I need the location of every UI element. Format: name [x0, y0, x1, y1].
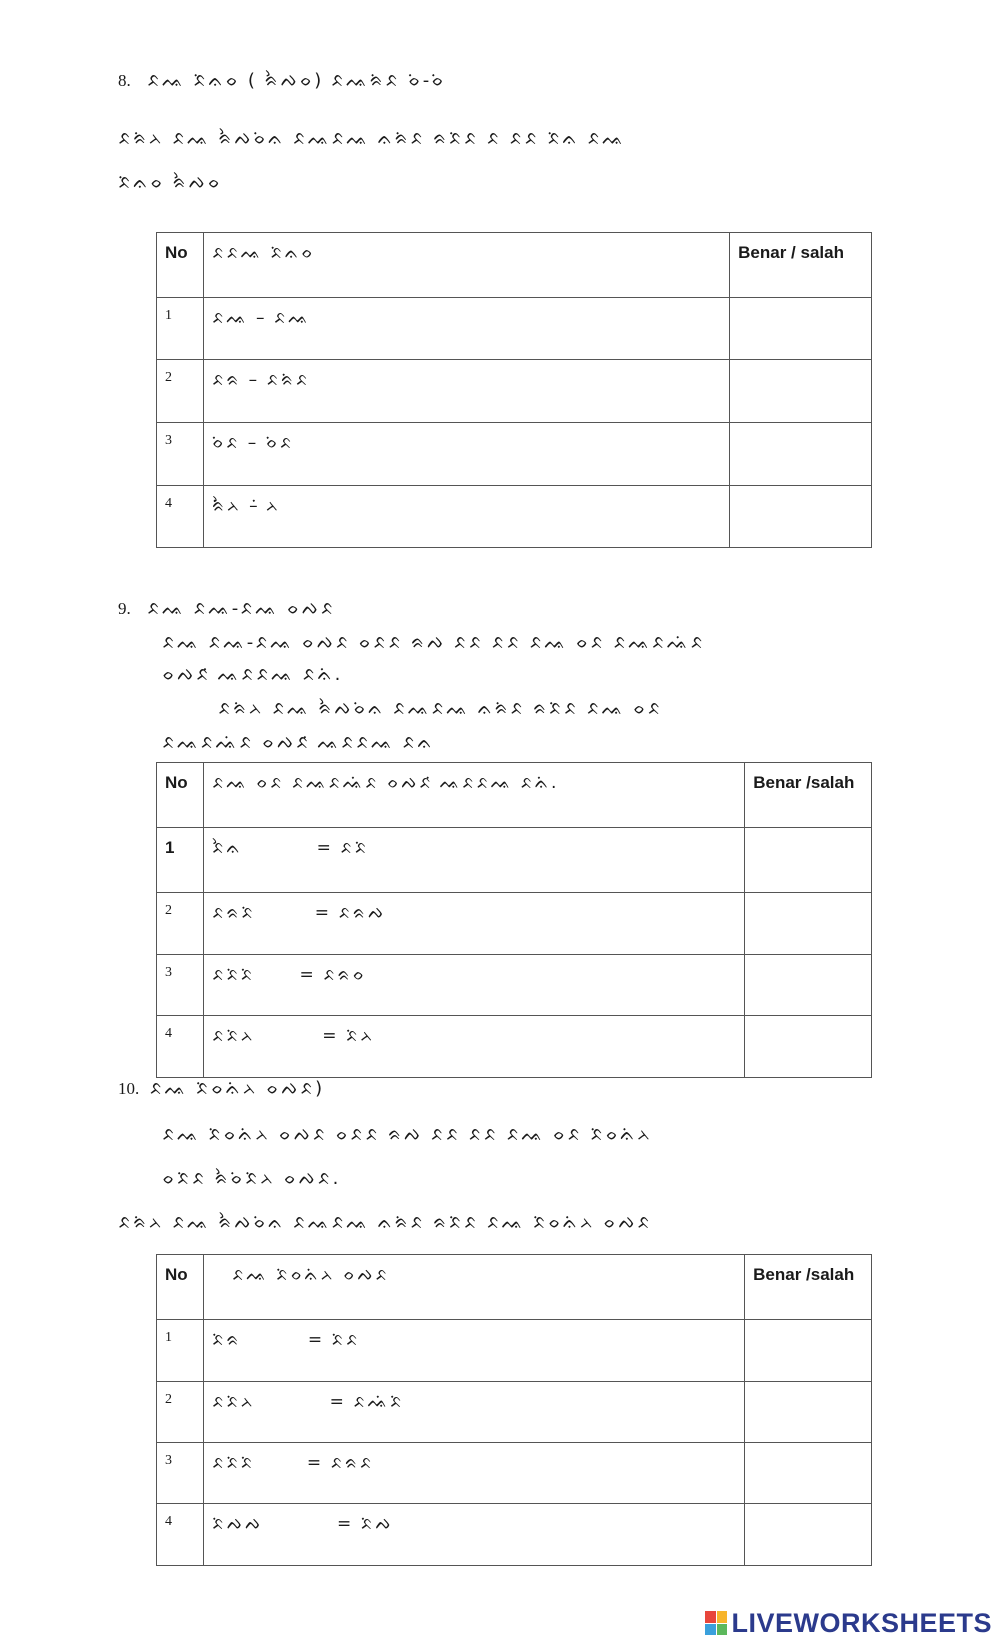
answer-cell[interactable] [745, 1382, 872, 1443]
table-row [157, 423, 872, 486]
row-item: ᨅᨅᨗᨅᨗ = ᨅᨑᨔ [203, 955, 744, 1016]
table-header-row [157, 233, 872, 298]
section9-title: ᨅᨕ ᨅᨕ-ᨅᨕ ᨔᨄᨅ [147, 598, 336, 619]
row-number: 3 [157, 423, 204, 486]
section10-number: 10. [118, 1079, 140, 1098]
table-row [157, 486, 872, 548]
row-number: 4 [157, 486, 204, 548]
row-item: ᨅᨛᨊ = ᨅᨅᨗ [203, 828, 744, 893]
row-item: ᨅᨅᨗᨅᨗ = ᨅᨑᨅ [203, 1443, 744, 1504]
liveworksheets-logo[interactable] [705, 1609, 992, 1637]
section9-para-line3: ᨅᨑᨗᨂ ᨅᨕ ᨑᨛᨄᨔᨗᨊ ᨅᨕᨅᨕ ᨊᨑᨗᨅ ᨑᨅᨗᨅ ᨅᨕ ᨔᨅ [218, 698, 663, 719]
table-header-row [157, 763, 872, 828]
table-row [157, 360, 872, 423]
section10-para-line1: ᨅᨕ ᨅᨗᨔᨊᨗᨂ ᨔᨄᨅ ᨔᨅᨅ ᨑᨄ ᨅᨅ ᨅᨅ ᨅᨕ ᨔᨅ ᨅᨗᨔᨊᨗᨂ [162, 1124, 653, 1145]
section10-para-line3: ᨅᨑᨗᨂ ᨅᨕ ᨑᨛᨄᨔᨗᨊ ᨅᨕᨅᨕ ᨊᨑᨗᨅ ᨑᨅᨗᨅ ᨅᨕ ᨅᨗᨔᨊᨗᨂ ᨔᨄᨅ [118, 1212, 653, 1233]
table-header-row [157, 1255, 872, 1320]
answer-cell[interactable] [745, 1504, 872, 1566]
table-row [157, 1320, 872, 1382]
header-item: ᨅᨕ ᨅᨗᨔᨊᨗᨂ ᨔᨄᨅ [203, 1255, 744, 1320]
section9-table [156, 762, 872, 1078]
answer-cell[interactable] [745, 893, 872, 955]
section10-heading [118, 1078, 324, 1099]
row-number: 3 [157, 1443, 204, 1504]
table-row [157, 1504, 872, 1566]
row-number: 4 [157, 1016, 204, 1078]
row-item: ᨑᨛᨗᨂ – ᨗᨂ [203, 486, 729, 548]
row-number: 2 [157, 893, 204, 955]
header-benar-salah: Benar /salah [745, 763, 872, 828]
section8-instruction-line2: ᨅᨗᨊᨔ ᨑᨛᨄᨔ [118, 172, 223, 193]
header-no: No [157, 233, 204, 298]
row-number: 3 [157, 955, 204, 1016]
answer-cell[interactable] [730, 486, 872, 548]
row-item: ᨅᨗᨑ = ᨅᨗᨅ [203, 1320, 744, 1382]
section8-table [156, 232, 872, 548]
row-number: 1 [157, 828, 204, 893]
section10-table [156, 1254, 872, 1566]
row-item: ᨅᨅᨗᨂ = ᨅᨗᨂ [203, 1016, 744, 1078]
row-number: 2 [157, 1382, 204, 1443]
section8-instruction-line1: ᨅᨑᨗᨂ ᨅᨕ ᨑᨛᨄᨔᨗᨊ ᨅᨕᨅᨕ ᨊᨑᨗᨅ ᨑᨅᨗᨅ ᨅ ᨅᨅ ᨅᨗᨊ ᨅᨕ [118, 128, 626, 149]
section8-heading [118, 70, 446, 91]
header-item: ᨅᨕ ᨔᨅ ᨅᨕᨅᨕᨗᨅ ᨔᨄᨅ ᨗᨕᨅᨅᨕ ᨅᨊᨗ. [203, 763, 744, 828]
header-no: No [157, 1255, 204, 1320]
section9-number: 9. [118, 599, 131, 618]
row-item: ᨅᨑ – ᨅᨑᨗᨅ [203, 360, 729, 423]
header-benar-salah: Benar / salah [730, 233, 872, 298]
row-item: ᨅᨅᨗᨂ = ᨅᨕᨗᨅᨗ [203, 1382, 744, 1443]
table-row [157, 298, 872, 360]
section9-heading [118, 598, 336, 619]
row-number: 2 [157, 360, 204, 423]
answer-cell[interactable] [745, 1320, 872, 1382]
row-item: ᨅᨕ – ᨅᨕ [203, 298, 729, 360]
table-row [157, 955, 872, 1016]
answer-cell[interactable] [730, 360, 872, 423]
section9-para-line4: ᨅᨕᨅᨕᨗᨅ ᨔᨄᨅ ᨗᨕᨅᨅᨕ ᨅᨊ [162, 732, 435, 753]
answer-cell[interactable] [745, 1016, 872, 1078]
header-item: ᨅᨅᨕ ᨅᨗᨊᨔ [203, 233, 729, 298]
table-row [157, 828, 872, 893]
section10-title: ᨅᨕ ᨅᨗᨔᨊᨗᨂ ᨔᨄᨅ) [149, 1078, 325, 1099]
section10-para-line2: ᨔᨅᨗᨅ ᨑᨛᨔᨗᨅᨗᨂ ᨔᨄᨅ. [162, 1168, 341, 1189]
section8-title: ᨅᨕ ᨅᨗᨊᨔ ( ᨑᨛᨄᨔ) ᨅᨕᨑᨗᨅ ᨔᨗ-ᨔᨗ [147, 70, 447, 91]
header-benar-salah: Benar /salah [745, 1255, 872, 1320]
table-row [157, 1382, 872, 1443]
section9-para-line2: ᨔᨄᨅ ᨗᨕᨅᨅᨕ ᨅᨊᨗ. [162, 664, 343, 685]
section9-para-line1: ᨅᨕ ᨅᨕ-ᨅᨕ ᨔᨄᨅ ᨔᨅᨅ ᨑᨄ ᨅᨅ ᨅᨅ ᨅᨕ ᨔᨅ ᨅᨕᨅᨕᨗᨅ [162, 632, 706, 653]
row-item: ᨅᨗᨄᨄ = ᨅᨗᨄ [203, 1504, 744, 1566]
answer-cell[interactable] [745, 828, 872, 893]
table-row [157, 1016, 872, 1078]
table-row [157, 893, 872, 955]
row-item: ᨔᨗᨅ – ᨔᨗᨅ [203, 423, 729, 486]
section8-number: 8. [118, 71, 131, 90]
table-row [157, 1443, 872, 1504]
row-item: ᨅᨑᨅᨗ = ᨅᨑᨄ [203, 893, 744, 955]
answer-cell[interactable] [745, 955, 872, 1016]
row-number: 4 [157, 1504, 204, 1566]
liveworksheets-logo-icon [705, 1611, 727, 1635]
row-number: 1 [157, 298, 204, 360]
liveworksheets-brand-text: LIVEWORKSHEETS [731, 1607, 992, 1638]
header-no: No [157, 763, 204, 828]
answer-cell[interactable] [730, 298, 872, 360]
answer-cell[interactable] [730, 423, 872, 486]
answer-cell[interactable] [745, 1443, 872, 1504]
row-number: 1 [157, 1320, 204, 1382]
